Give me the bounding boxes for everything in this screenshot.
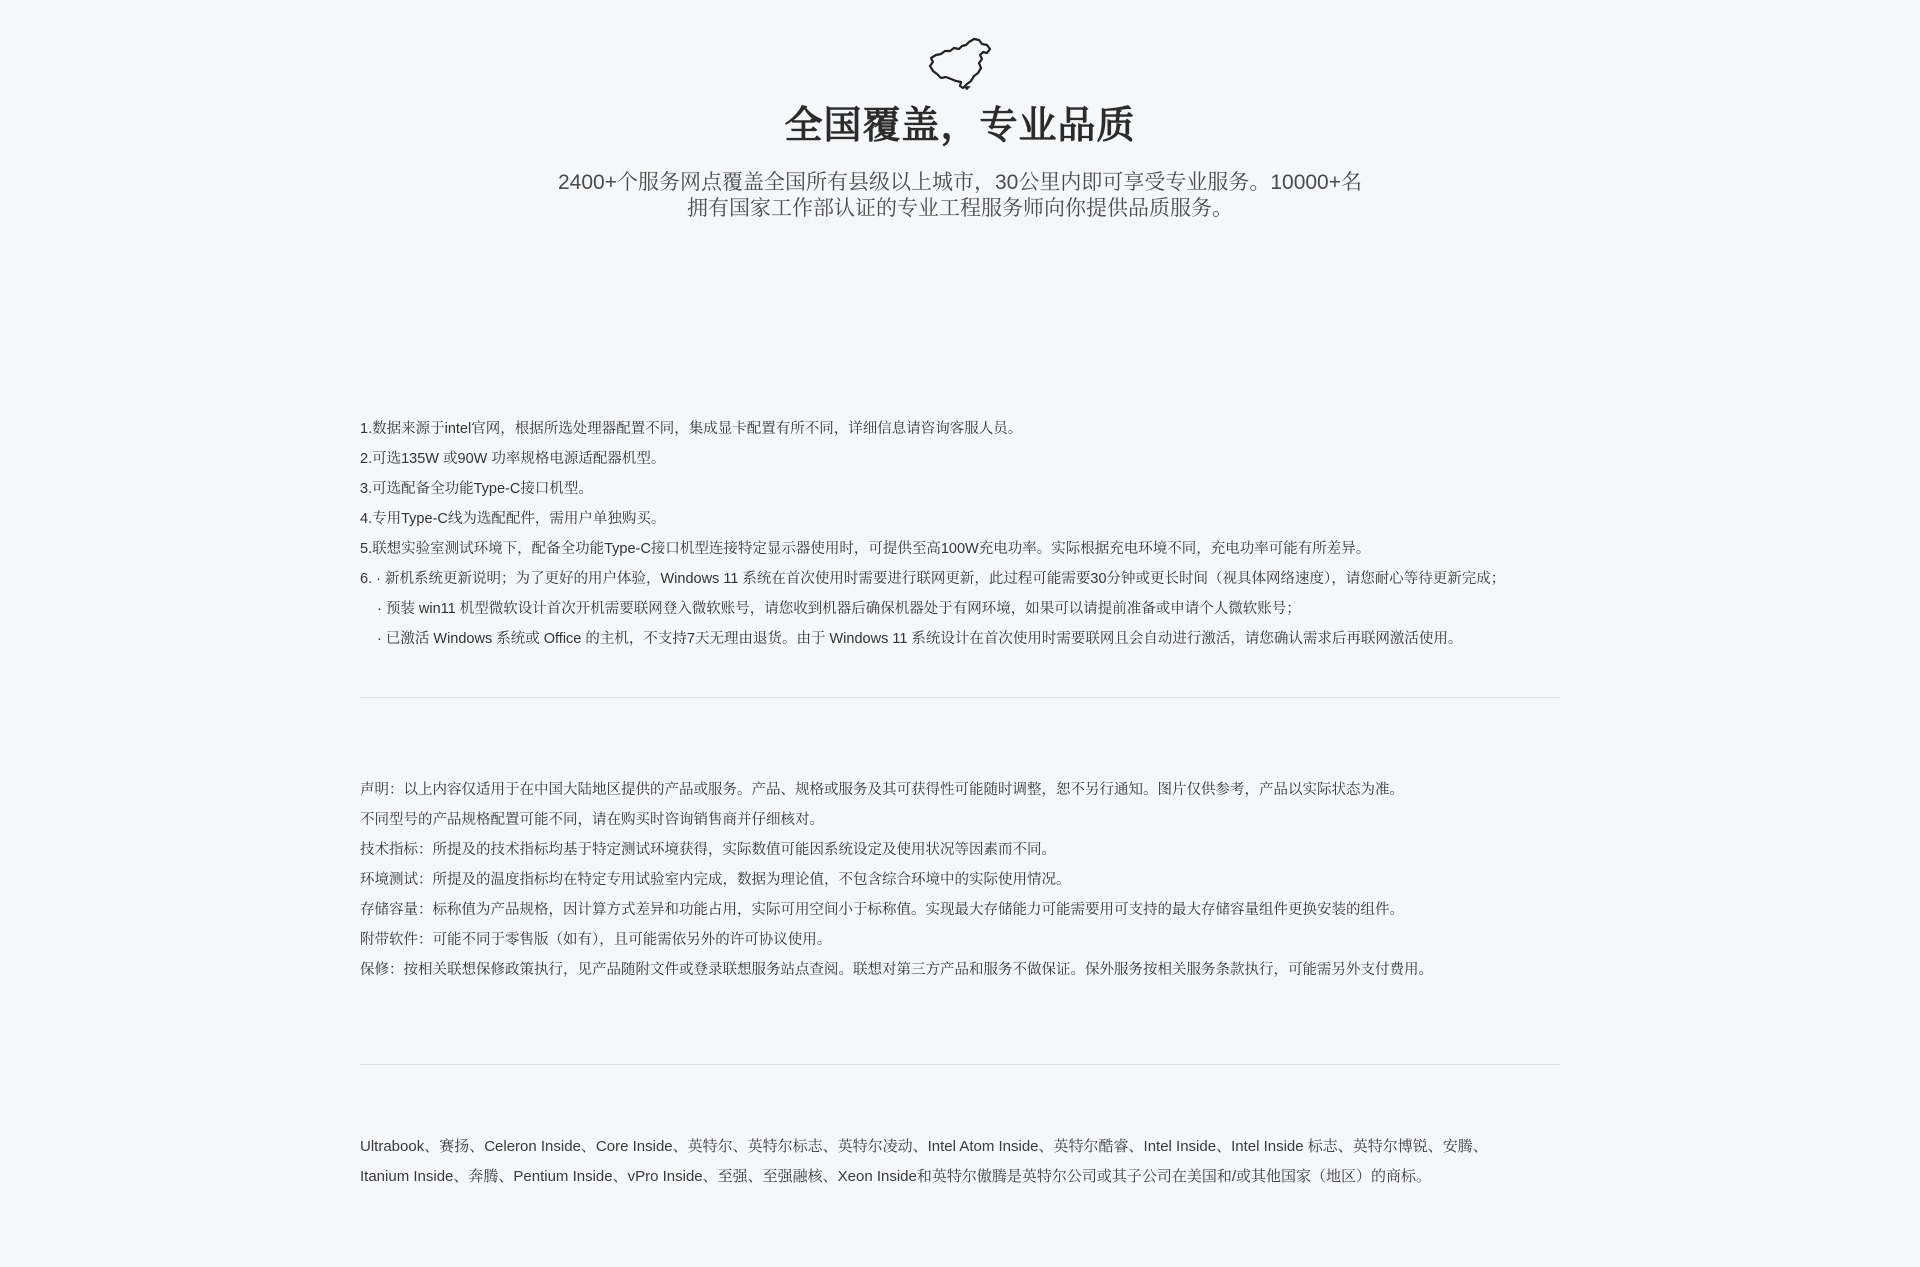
- notes-list: [360, 414, 1560, 654]
- note-item: 6. · 新机系统更新说明；为了更好的用户体验，Windows 11 系统在首次使用时需要进行联网更新，此过程可能需要30分钟或更长时间（视具体网络速度），请您耐心等待更新完成；: [360, 571, 1506, 587]
- note-item: 3.可选配备全功能Type-C接口机型。: [360, 481, 593, 497]
- hero-description: [530, 170, 1390, 222]
- hero-description-line: 拥有国家工作部认证的专业工程服务师向你提供品质服务。: [687, 197, 1233, 220]
- trademark-notice: [360, 1132, 1560, 1192]
- note-item: 4.专用Type-C线为选配配件，需用户单独购买。: [360, 511, 666, 527]
- china-map-icon: [927, 36, 993, 90]
- disclaimer-item: 保修：按相关联想保修政策执行，见产品随附文件或登录联想服务站点查阅。联想对第三方产品和服务不做保证。保外服务按相关服务条款执行，可能需另外支付费用。: [360, 962, 1433, 978]
- disclaimer-item: 不同型号的产品规格配置可能不同，请在购买时咨询销售商并仔细核对。: [360, 812, 824, 828]
- section-divider: [360, 697, 1560, 698]
- note-subitem: · 预装 win11 机型微软设计首次开机需要联网登入微软账号，请您收到机器后确保机器处于有网环境，如果可以请提前准备或申请个人微软账号；: [377, 601, 1301, 617]
- section-divider: [360, 1064, 1560, 1065]
- disclaimer-item: 附带软件：可能不同于零售版（如有），且可能需依另外的许可协议使用。: [360, 932, 832, 948]
- hero-description-line: 2400+个服务网点覆盖全国所有县级以上城市，30公里内即可享受专业服务。10000+名: [558, 171, 1362, 194]
- note-item: 1.数据来源于intel官网，根据所选处理器配置不同，集成显卡配置有所不同，详细信息请咨询客服人员。: [360, 421, 1023, 437]
- note-item: 5.联想实验室测试环境下，配备全功能Type-C接口机型连接特定显示器使用时，可提供至高100W充电功率。实际根据充电环境不同，充电功率可能有所差异。: [360, 541, 1371, 557]
- note-item: 2.可选135W 或90W 功率规格电源适配器机型。: [360, 451, 666, 467]
- note-subitem: · 已激活 Windows 系统或 Office 的主机，不支持7天无理由退货。由于 Windows 11 系统设计在首次使用时需要联网且会自动进行激活，请您确认需求后再联网激活使用。: [377, 631, 1463, 647]
- trademark-line: Ultrabook、赛扬、Celeron Inside、Core Inside、英特尔、英特尔标志、英特尔凌动、Intel Atom Inside、英特尔酷睿、Intel Inside、Intel Inside 标志、英特尔博锐、安腾、: [360, 1138, 1488, 1155]
- disclaimer-item: 环境测试：所提及的温度指标均在特定专用试验室内完成，数据为理论值，不包含综合环境中的实际使用情况。: [360, 872, 1071, 888]
- page-title: 全国覆盖，专业品质: [784, 105, 1136, 147]
- disclaimer-item: 声明：以上内容仅适用于在中国大陆地区提供的产品或服务。产品、规格或服务及其可获得性可能随时调整，恕不另行通知。图片仅供参考，产品以实际状态为准。: [360, 782, 1404, 798]
- trademark-line: Itanium Inside、奔腾、Pentium Inside、vPro Inside、至强、至强融核、Xeon Inside和英特尔傲腾是英特尔公司或其子公司在美国和/或其他国家（地区）的商标。: [360, 1168, 1432, 1185]
- disclaimer-list: [360, 775, 1560, 985]
- disclaimer-item: 存储容量：标称值为产品规格，因计算方式差异和功能占用，实际可用空间小于标称值。实现最大存储能力可能需要用可支持的最大存储容量组件更换安装的组件。: [360, 902, 1404, 918]
- hero-section: [0, 36, 1920, 222]
- disclaimer-item: 技术指标：所提及的技术指标均基于特定测试环境获得，实际数值可能因系统设定及使用状况等因素而不同。: [360, 842, 1056, 858]
